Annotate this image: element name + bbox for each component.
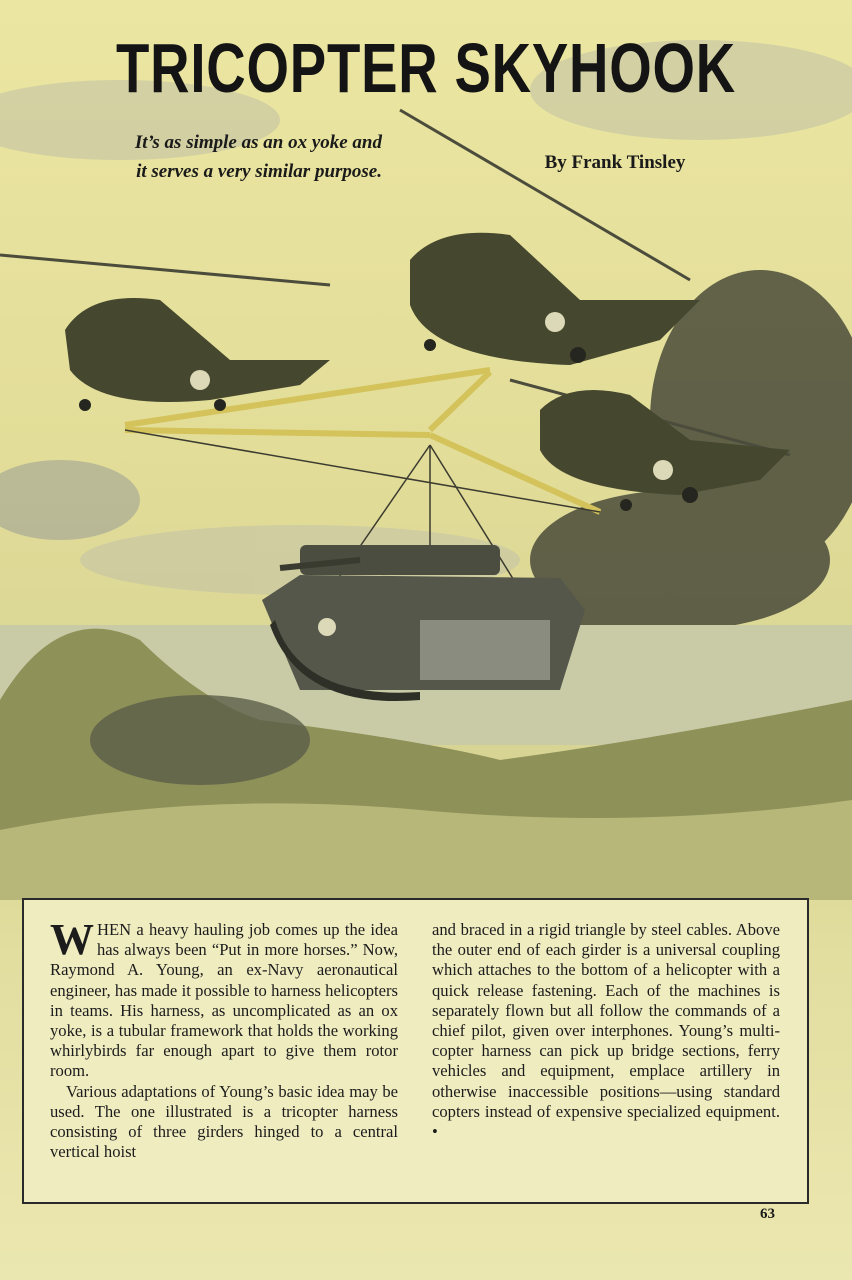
text-column-left [50, 915, 398, 1162]
paragraph-text: HEN a heavy hauling job comes up the idea has always been “Put in more horses.” Now, Raymond A. Young, an ex-Navy aeronautical engineer, has made it possible to harness helicopters in teams. His harness, as uncomplicated as an ox yoke, is a tubular framework that holds the working whirlybirds far enough apart to give them rotor room. [50, 920, 398, 1081]
text-column-right [432, 920, 780, 1142]
drop-cap: W [50, 915, 94, 964]
article-byline: By Frank Tinsley [544, 152, 686, 173]
paragraph [50, 915, 398, 1082]
article-textbox [22, 898, 809, 1204]
paragraph: Various adaptations of Young’s basic idea may be used. The one illustrated is a tricopter harness consisting of three girders hinged to a central vertical hoist [50, 1081, 398, 1162]
page-number: 63 [760, 1206, 775, 1222]
article-title: TRICOPTER SKYHOOK [116, 29, 736, 107]
article-deck: It’s as simple as an ox yoke and it serves a very similar purpose. [134, 132, 382, 182]
paragraph: and braced in a rigid triangle by steel cables. Above the outer end of each girder is a universal coupling which attaches to the bottom of a helicopter with a quick release fastening. Each of the machines is separately flown but all follow the commands of a chief pilot, given over interphones. Young’s multi-copter harness can pick up bridge sections, ferry vehicles and equipment, emplace artillery in otherwise inaccessible positions—using standard copters instead of expensive specialized equipment. • [432, 920, 780, 1142]
